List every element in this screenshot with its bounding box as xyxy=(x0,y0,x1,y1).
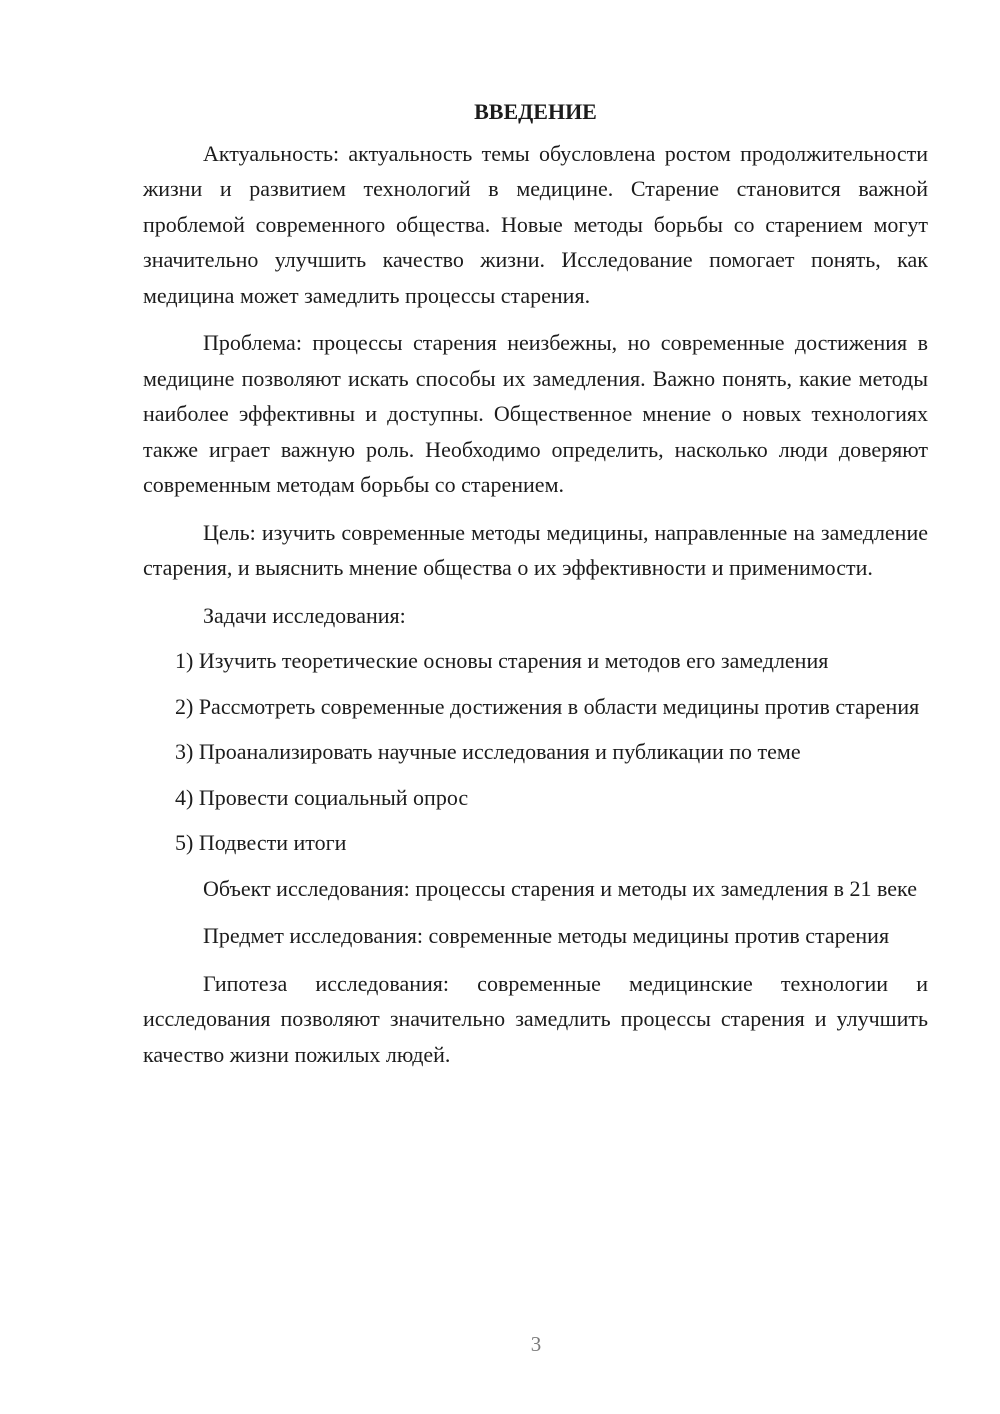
subject-paragraph: Предмет исследования: современные методы медицины против старения xyxy=(203,923,890,948)
page-number: 3 xyxy=(530,1332,542,1356)
problem-paragraph: Проблема: процессы старения неизбежны, но современные достижения в медицине позволяют искать способы их замедления. Важно понять, какие методы наиболее эффективны и доступны. Общественное мнение о новых технологиях также играет важную роль. Необходимо определить, насколько люди доверяют современным методам борьбы со старением. xyxy=(143,330,928,497)
hypothesis-paragraph: Гипотеза исследования: современные медицинские технологии и исследования позволяют значительно замедлить процессы старения и улучшить качество жизни пожилых людей. xyxy=(143,970,928,1067)
task-item: 3) Проанализировать научные исследования и публикации по теме xyxy=(175,739,801,764)
task-item: 5) Подвести итоги xyxy=(175,830,347,855)
task-item: 1) Изучить теоретические основы старения и методов его замедления xyxy=(175,648,829,673)
document-body xyxy=(143,94,928,1084)
tasks-list xyxy=(143,643,928,861)
tasks-title: Задачи исследования: xyxy=(203,602,406,628)
section-heading: ВВЕДЕНИЕ xyxy=(474,99,597,124)
task-item: 2) Рассмотреть современные достижения в области медицины против старения xyxy=(175,693,920,719)
goal-paragraph: Цель: изучить современные методы медицины, направленные на замедление старения, и выяснить мнение общества о их эффективности и применимости. xyxy=(143,519,928,580)
relevance-paragraph: Актуальность: актуальность темы обусловлена ростом продолжительности жизни и развитием технологий в медицине. Старение становится важной проблемой современного общества. Новые методы борьбы со старением могут значительно улучшить качество жизни. Исследование помогает понять, как медицина может замедлить процессы старения. xyxy=(143,140,928,308)
task-item: 4) Провести социальный опрос xyxy=(175,784,469,810)
object-paragraph: Объект исследования: процессы старения и методы их замедления в 21 веке xyxy=(203,875,917,901)
